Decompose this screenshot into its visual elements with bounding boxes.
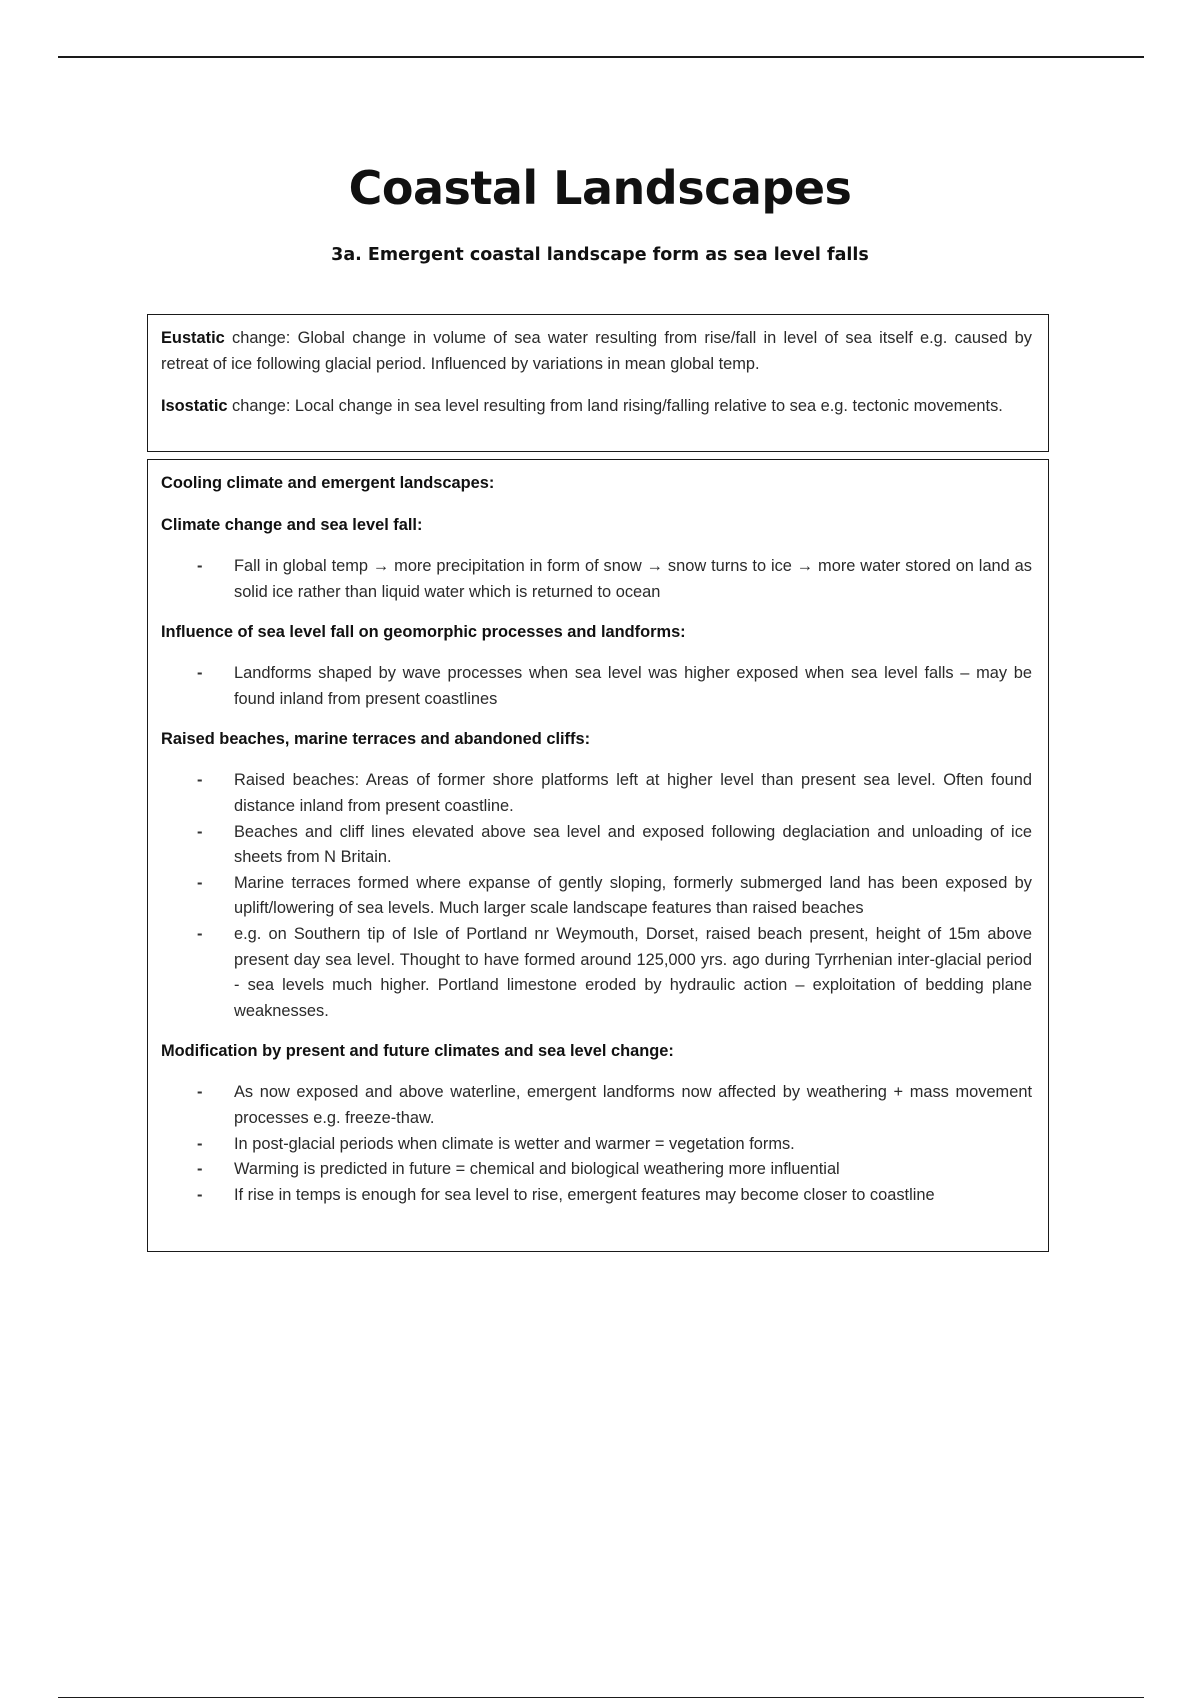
section-heading-geomorphic-processes: Influence of sea level fall on geomorphic processes and landforms: [161,623,686,642]
list-item: - As now exposed and above waterline, emergent landforms now affected by weathering + mass movement processes e.g. freeze-thaw. [161,1080,1032,1131]
footer-rule [58,1697,1144,1698]
list-item: - e.g. on Southern tip of Isle of Portland nr Weymouth, Dorset, raised beach present, height of 15m above present day sea level. Thought to have formed around 125,000 yrs. ago during Tyrrhenian inter-glacial period - sea levels much higher. Portland limestone eroded by hydraulic action – exploitation of bedding plane weaknesses. [161,922,1032,1024]
list-item: - If rise in temps is enough for sea level to rise, emergent features may become closer to coastline [161,1183,1032,1209]
bullet-marker: - [197,924,203,943]
definition-term: Eustatic [161,329,225,347]
main-heading: Cooling climate and emergent landscapes: [161,474,495,492]
list-item: - Raised beaches: Areas of former shore platforms left at higher level than present sea level. Often found distance inland from present coastline. [161,768,1032,819]
bullet-list [161,1080,1032,1208]
bullet-list [161,768,1032,1024]
list-item: - Marine terraces formed where expanse of gently sloping, formerly submerged land has been exposed by uplift/lowering of sea levels. Much larger scale landscape features than raised beaches [161,871,1032,922]
notes-box [147,459,1049,1252]
page-subtitle: 3a. Emergent coastal landscape form as sea level falls [331,245,869,265]
bullet-marker: - [197,1083,203,1102]
list-item: - In post-glacial periods when climate is wetter and warmer = vegetation forms. [161,1132,1032,1158]
definition-isostatic [161,393,1032,419]
bullet-marker: - [197,1160,203,1179]
list-item: - Fall in global temp → more precipitation in form of snow → snow turns to ice → more water stored on land as solid ice rather than liquid water which is returned to ocean [161,554,1032,605]
header-rule [58,56,1144,58]
list-item: - Warming is predicted in future = chemical and biological weathering more influential [161,1157,1032,1183]
bullet-marker: - [197,664,203,683]
bullet-marker: - [197,873,203,892]
bullet-marker: - [197,771,203,790]
bullet-marker: - [197,557,203,575]
definition-term: Isostatic [161,397,228,415]
definition-text: change: Local change in sea level resulting from land rising/falling relative to sea e.g. tectonic movements. [227,397,1003,415]
bullet-list [161,554,1032,605]
section-heading-modification: Modification by present and future climates and sea level change: [161,1042,674,1061]
section-heading-climate-change: Climate change and sea level fall: [161,516,423,534]
bullet-marker: - [197,1134,203,1153]
definition-eustatic [161,325,1032,377]
section-heading-raised-beaches: Raised beaches, marine terraces and abandoned cliffs: [161,730,591,749]
bullet-marker: - [197,1185,203,1204]
bullet-list [161,661,1032,712]
list-item: - Landforms shaped by wave processes when sea level was higher exposed when sea level falls – may be found inland from present coastlines [161,661,1032,712]
bullet-marker: - [197,822,203,841]
definitions-box [147,314,1049,452]
list-item: - Beaches and cliff lines elevated above sea level and exposed following deglaciation and unloading of ice sheets from N Britain. [161,820,1032,871]
definition-text: change: Global change in volume of sea water resulting from rise/fall in level of sea itself e.g. caused by retreat of ice following glacial period. Influenced by variations in mean global temp. [161,329,1032,373]
page-title: Coastal Landscapes [348,161,852,215]
